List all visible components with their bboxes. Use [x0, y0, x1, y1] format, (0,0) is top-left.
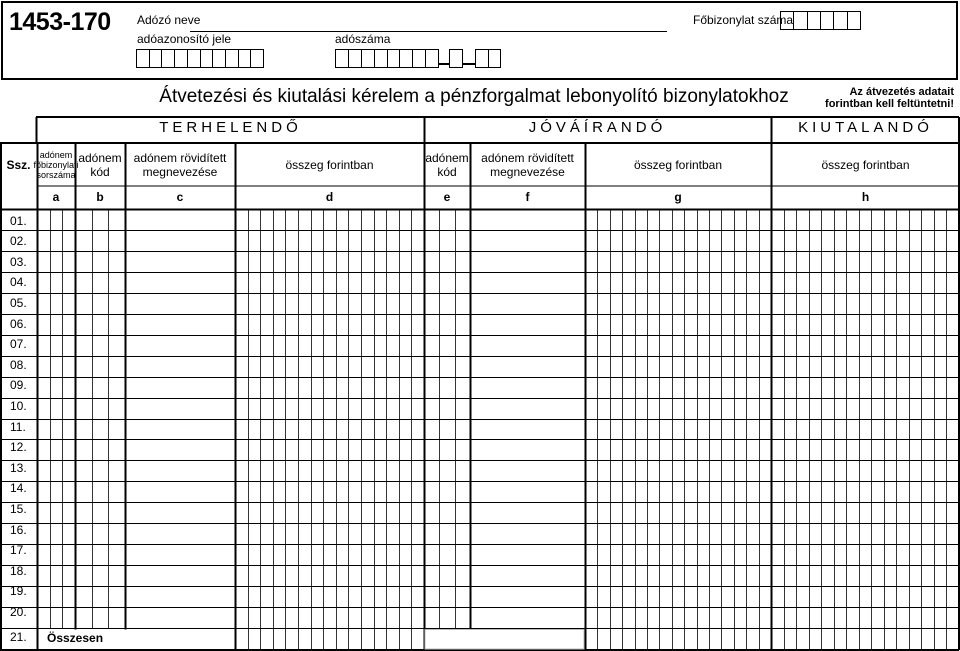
col-header-f: adónem rövidített megnevezése [481, 150, 574, 179]
col-letter-e: e [443, 190, 451, 204]
section-credit-title: JÓVÁÍRANDÓ [528, 119, 667, 136]
col-letter-c: c [176, 190, 184, 204]
section-refund-title: KIUTALANDÓ [798, 119, 933, 136]
row-number: 16. [10, 523, 27, 537]
row-number: 08. [10, 358, 27, 372]
col-header-h: összeg forintban [821, 157, 910, 172]
col-header-b: adónem kód [78, 150, 122, 179]
form-title: Átvetezési és kiutalási kérelem a pénzforgalmat lebonyolító bizonylatokhoz [159, 86, 789, 107]
row-number: 20. [10, 605, 27, 619]
col-header-c: adónem rövidített megnevezése [133, 150, 227, 179]
col-header-d: összeg forintban [285, 157, 374, 172]
row-number: 12. [10, 440, 27, 454]
tax-id-label: adóazonosító jele [137, 32, 232, 46]
col-letter-a: a [52, 190, 60, 204]
col-header-a: adónem főbizonylati sorszáma [33, 149, 79, 180]
col-letter-b: b [96, 190, 104, 204]
row-number: 09. [10, 378, 27, 392]
col-header-e: adónem kód [425, 150, 469, 179]
row-number: 07. [10, 337, 27, 351]
row-number: 05. [10, 296, 27, 310]
row-number: 03. [10, 255, 27, 269]
row-number: 15. [10, 502, 27, 516]
total-label: Összesen [47, 631, 104, 645]
row-number: 21. [10, 630, 27, 644]
row-number: 17. [10, 543, 27, 557]
taxpayer-name-label: Adózó neve [137, 13, 201, 27]
row-number: 06. [10, 317, 27, 331]
total-row-blank-cell [425, 630, 584, 650]
tax-number-label: adószáma [335, 32, 391, 46]
row-number: 19. [10, 584, 27, 598]
col-letter-f: f [525, 190, 530, 204]
col-header-ssz: Ssz. [6, 157, 31, 172]
note-text: Az átvezetés adatait forintban kell feltüntetni! [825, 86, 954, 110]
row-number: 02. [10, 234, 27, 248]
col-letter-g: g [674, 190, 682, 204]
col-letter-h: h [861, 190, 870, 204]
row-number: 01. [10, 214, 27, 228]
row-number: 18. [10, 564, 27, 578]
row-number: 14. [10, 481, 27, 495]
row-number: 04. [10, 275, 27, 289]
row-number: 13. [10, 461, 27, 475]
row-number: 10. [10, 399, 27, 413]
main-doc-number-label: Főbizonylat száma [693, 13, 794, 27]
row-number: 11. [10, 420, 26, 434]
col-header-g: összeg forintban [633, 157, 723, 172]
form-code: 1453-170 [9, 8, 111, 36]
section-debit-title: TERHELENDŐ [159, 119, 302, 136]
col-letter-d: d [325, 190, 334, 204]
